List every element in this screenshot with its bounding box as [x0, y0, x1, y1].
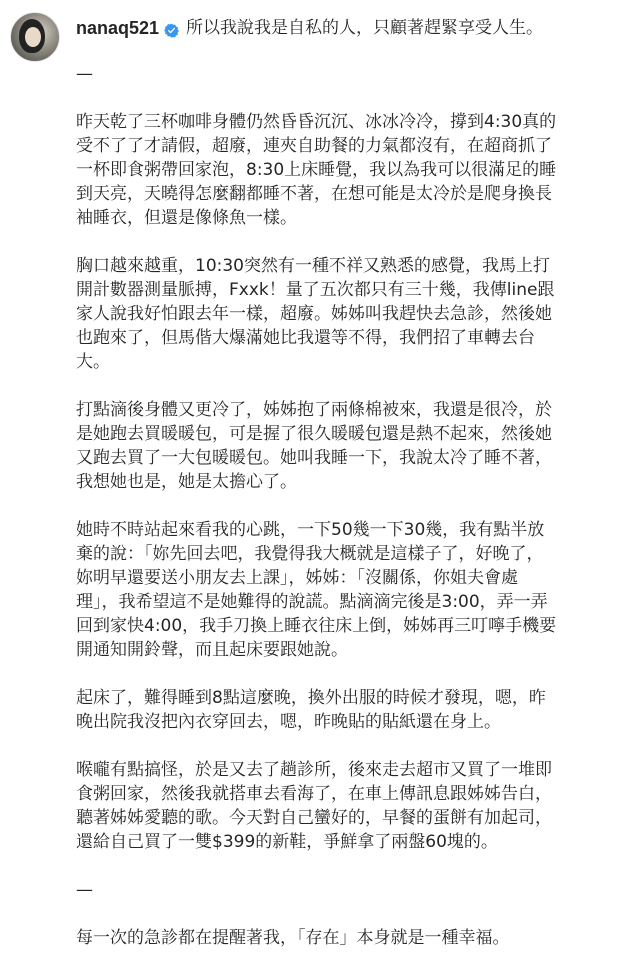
caption-paragraph: 昨天乾了三杯咖啡身體仍然昏昏沉沉、冰冰冷冷，撐到4:30真的 受不了了才請假，超廢，連夾自助餐的力氣都沒有，在超商抓了 一杯即食粥帶回家泡，8:30上床睡覺，我以為我可以很滿足的睡 到天亮，天曉得怎麼翻都睡不著，在想可能是太冷於是爬身換長 袖睡衣，但還是像條魚一樣。: [76, 112, 557, 228]
caption-paragraph: 喉嚨有點搞怪，於是又去了趟診所，後來走去超市又買了一堆即 食粥回家，然後我就搭車去看海了，在車上傳訊息跟姊姊告白， 聽著姊姊愛聽的歌。今天對自己蠻好的，早餐的蛋餅有加起司， 還給自己買了一雙$399的新鞋，爭鮮拿了兩盤60塊的。: [76, 760, 552, 852]
username-link[interactable]: nanaq521: [76, 18, 160, 38]
caption-paragraph: 起床了，難得睡到8點這麼晚，換外出服的時候才發現，嗯，昨 晚出院我沒把內衣穿回去，嗯，昨晚貼的貼紙還在身上。: [76, 688, 546, 732]
caption-headline: 所以我說我是自私的人，只顧著趕緊享受人生。: [186, 18, 544, 38]
caption-paragraph: 打點滴後身體又更冷了，姊姊抱了兩條棉被來，我還是很冷，於 是她跑去買暖暖包，可是握了很久暖暖包還是熱不起來，然後她 又跑去買了一大包暖暖包。她叫我睡一下，我說太冷了睡不著， 我想她也是，她是太擔心了。: [76, 400, 552, 492]
header-text: [76, 16, 543, 40]
caption-paragraph: 她時不時站起來看我的心跳，一下50幾一下30幾，我有點半放 棄的說：「妳先回去吧，我覺得我大概就是這樣子了，好晚了， 妳明早還要送小朋友去上課」，姊姊：「沒關係，你姐夫會處 理」，我希望這不是她難得的說謊。點滴滴完後是3:00，弄一弄 回到家快4:00，我手刀換上睡衣往床上倒，姊姊再三叮嚀手機要 開通知開鈴聲，而且起床要跟她說。: [76, 520, 557, 660]
caption-paragraph: 每一次的急診都在提醒著我，「存在」本身就是一種幸福。: [76, 928, 510, 948]
avatar[interactable]: [10, 12, 60, 62]
caption-paragraph: 胸口越來越重，10:30突然有一種不祥又熟悉的感覺，我馬上打 開計數器測量脈搏，Fxxk！量了五次都只有三十幾，我傳line跟 家人說我好怕跟去年一樣，超廢。姊姊叫我趕快去急診，然後她 也跑來了，但馬偕大爆滿她比我還等不得，我們招了車轉去台 大。: [76, 256, 555, 372]
post-header: [10, 12, 630, 62]
caption-separator: —: [76, 64, 93, 84]
caption-separator: —: [76, 880, 93, 900]
caption-body: [76, 62, 618, 974]
verified-badge-icon: [164, 21, 179, 36]
